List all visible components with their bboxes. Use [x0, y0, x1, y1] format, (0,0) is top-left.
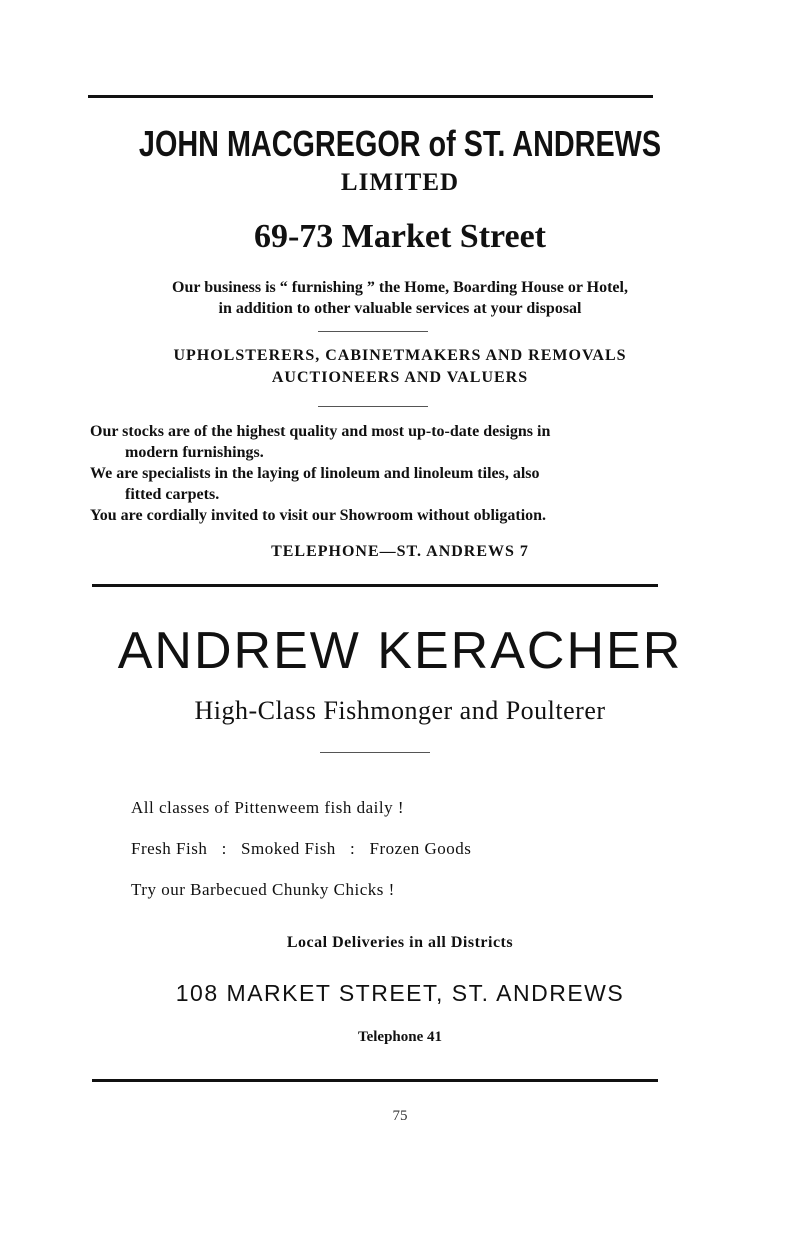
ad2-subtitle: High-Class Fishmonger and Poulterer: [194, 696, 606, 725]
ad2-line-1: All classes of Pittenweem fish daily !: [131, 798, 405, 817]
ad1-telephone: TELEPHONE—ST. ANDREWS 7: [271, 543, 529, 560]
ad1-company-name: JOHN MACGREGOR of ST. ANDREWS: [138, 123, 662, 164]
ad2-company-name: ANDREW KERACHER: [117, 622, 683, 680]
ad1-para1-line-1: Our stocks are of the highest quality and most up-to-date designs in: [90, 423, 551, 440]
ad1-body: [90, 421, 680, 526]
ad1-separator-2: [318, 406, 428, 407]
middle-rule: [92, 584, 658, 587]
ad1-intro-line-2: in addition to other valuable services at your disposal: [218, 300, 582, 317]
ad1-para3: You are cordially invited to visit our Showroom without obligation.: [90, 507, 547, 524]
ad1-address: 69-73 Market Street: [253, 218, 547, 255]
ad1-para2-line-2: fitted carpets.: [125, 486, 220, 503]
ad1-trades: [0, 345, 800, 389]
ad1-para1-line-2: modern furnishings.: [125, 444, 264, 461]
ad2-telephone: Telephone 41: [357, 1029, 443, 1045]
ad1-trades-line-1: UPHOLSTERERS, CABINETMAKERS AND REMOVALS: [173, 347, 627, 364]
top-rule: [88, 95, 653, 98]
bottom-rule: [92, 1079, 658, 1082]
ad1-trades-line-2: AUCTIONEERS AND VALUERS: [271, 369, 529, 386]
ad1-separator-1: [318, 331, 428, 332]
ad2-line-2: Fresh Fish : Smoked Fish : Frozen Goods: [131, 839, 472, 858]
ad2-line-3: Try our Barbecued Chunky Chicks !: [131, 880, 395, 899]
ad2-separator: [320, 752, 430, 753]
ad1-company-suffix: LIMITED: [340, 169, 460, 196]
ad1-para2-line-1: We are specialists in the laying of linoleum and linoleum tiles, also: [90, 465, 540, 482]
ad1-intro-line-1: Our business is “ furnishing ” the Home, Boarding House or Hotel,: [172, 279, 628, 296]
ad2-deliveries: Local Deliveries in all Districts: [286, 934, 514, 951]
ad1-intro: [0, 277, 800, 319]
ad2-address: 108 MARKET STREET, ST. ANDREWS: [175, 980, 625, 1006]
page-number: 75: [392, 1108, 408, 1124]
